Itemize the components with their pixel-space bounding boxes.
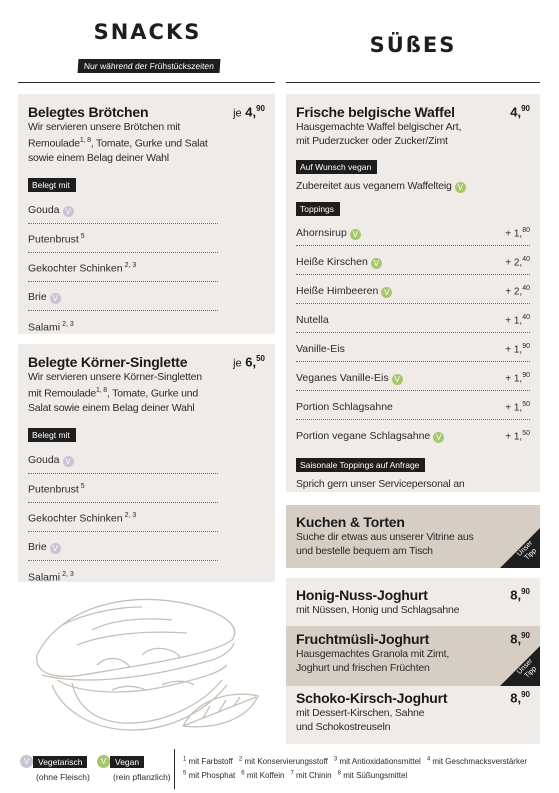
toppings-tag: Toppings — [296, 202, 340, 216]
topping-label: Ahornsirup V — [296, 227, 361, 240]
vegetarian-icon: V — [50, 543, 61, 554]
kuchen-title: Kuchen & Torten — [296, 514, 405, 530]
fruchtmuesli-title: Fruchtmüsli-Joghurt — [296, 631, 430, 647]
singlette-panel — [18, 344, 275, 582]
singlette-filling-item — [28, 532, 218, 561]
kuchen-description: Suche dir etwas aus unserer Vitrine aus und bestelle bequem am Tisch — [296, 531, 474, 557]
schoko-title: Schoko-Kirsch-Joghurt — [296, 690, 448, 706]
snacks-heading: SNACKS — [93, 20, 202, 44]
topping-item — [296, 333, 530, 362]
seasonal-tag: Saisonale Toppings auf Anfrage — [296, 458, 425, 472]
legend-divider — [174, 749, 175, 789]
topping-label: Portion vegane Schlagsahne V — [296, 430, 444, 443]
singlette-tag: Belegt mit — [28, 428, 76, 442]
topping-price: + 1,50 — [505, 400, 530, 414]
topping-label: Heiße Himbeeren V — [296, 285, 392, 298]
singlette-list — [28, 445, 218, 590]
allergen-superscript: 5 — [80, 233, 85, 241]
footnote-item: $^3$ mit Antioxidationsmittel — [333, 756, 421, 766]
vegetarian-icon: V — [63, 206, 74, 217]
broetchen-filling-item — [28, 253, 218, 282]
kuchen-panel — [286, 505, 540, 568]
fruchtmuesli-description: Hausgemachtes Granola mit Zimt, Joghurt und frischen Früchten — [296, 648, 450, 674]
filling-label: Putenbrust $^5$ — [28, 233, 85, 246]
honig-description: mit Nüssen, Honig und Schlagsahne — [296, 604, 460, 616]
waffel-price: 4,90 — [510, 104, 530, 120]
vegetarian-icon: V — [50, 293, 61, 304]
footnote-item: $^2$ mit Konservierungsstoff — [238, 756, 328, 766]
vegan-icon: V — [371, 258, 382, 269]
vegan-sub: (rein pflanzlich) — [113, 772, 171, 782]
footnote-item: $^6$ mit Koffein — [241, 770, 285, 781]
topping-item — [296, 246, 530, 275]
topping-price: + 1,80 — [505, 226, 530, 240]
topping-label: Nutella — [296, 314, 329, 326]
vegan-icon: V — [97, 755, 110, 768]
footnote-item: $^4$ mit Geschmacksverstärker — [426, 756, 528, 766]
honig-price: 8,90 — [510, 587, 530, 603]
tip-corner-label: Unser Tipp — [516, 657, 539, 680]
filling-label: Gekochter Schinken $^{2, 3}$ — [28, 262, 137, 275]
snacks-subtag-wrap — [74, 56, 224, 74]
footnotes-line-2 — [183, 768, 553, 783]
topping-item — [296, 362, 530, 391]
broetchen-panel — [18, 94, 275, 334]
waffel-panel — [286, 94, 540, 492]
singlette-filling-item — [28, 445, 218, 474]
singlette-price: je 6,50 — [233, 354, 265, 370]
snacks-divider — [18, 82, 275, 83]
vegan-icon: V — [455, 182, 466, 193]
footnote-item: $^1$ mit Farbstoff — [183, 756, 233, 766]
topping-item — [296, 217, 530, 246]
filling-label: Salami $^{2, 3}$ — [28, 570, 74, 584]
footnotes-line-1 — [183, 753, 553, 768]
allergen-superscript: 2, 3 — [124, 262, 137, 270]
broetchen-list — [28, 195, 218, 340]
singlette-description: Wir servieren unsere Körner-Singletten mit Remoulade$^{1, 8}$, Tomate, Gurke und Salat sowie einem Belag deiner Wahl — [28, 371, 202, 414]
allergen-superscript: 2, 3 — [124, 512, 137, 520]
vegetarian-sub: (ohne Fleisch) — [36, 772, 90, 782]
schoko-panel — [286, 686, 540, 744]
fruchtmuesli-price: 8,90 — [510, 631, 530, 647]
footnote-item: $^8$ mit Süßungsmittel — [337, 770, 408, 781]
allergen-superscript: 2, 3 — [62, 570, 74, 578]
honig-panel — [286, 578, 540, 626]
broetchen-price: je 4,90 — [233, 104, 265, 120]
suesses-divider — [286, 82, 540, 83]
singlette-filling-item — [28, 474, 218, 503]
broetchen-title: Belegtes Brötchen — [28, 104, 149, 120]
schoko-price: 8,90 — [510, 690, 530, 706]
filling-label: Gekochter Schinken $^{2, 3}$ — [28, 512, 137, 525]
legend-vegetarian — [20, 751, 90, 782]
honig-title: Honig-Nuss-Joghurt — [296, 587, 428, 603]
filling-label: Putenbrust $^5$ — [28, 483, 85, 496]
vegan-label: Vegan — [110, 756, 144, 768]
vegan-icon: V — [350, 229, 361, 240]
topping-label: Heiße Kirschen V — [296, 256, 382, 269]
broetchen-filling-item — [28, 282, 218, 311]
singlette-title: Belegte Körner-Singlette — [28, 354, 188, 370]
waffel-title: Frische belgische Waffel — [296, 104, 455, 120]
tip-corner-label: Unser Tipp — [516, 539, 539, 562]
vegetarian-label: Vegetarisch — [33, 756, 87, 768]
filling-label: Brie V — [28, 541, 61, 554]
vegan-icon: V — [381, 287, 392, 298]
topping-label: Veganes Vanille-Eis V — [296, 372, 403, 385]
topping-item — [296, 420, 530, 449]
leaf-illustration — [178, 688, 263, 733]
singlette-filling-item — [28, 503, 218, 532]
footnote-item: $^7$ mit Chinin — [290, 770, 332, 781]
vegan-icon: V — [433, 432, 444, 443]
broetchen-filling-item — [28, 311, 218, 340]
topping-label: Portion Schlagsahne — [296, 401, 393, 413]
footnotes — [183, 753, 553, 782]
fruchtmuesli-panel — [286, 626, 540, 686]
filling-label: Gouda V — [28, 204, 74, 217]
vegetarian-icon: V — [63, 456, 74, 467]
suesses-heading: SÜßES — [369, 33, 457, 57]
vegetarian-icon: V — [20, 755, 33, 768]
filling-label: Brie V — [28, 291, 61, 304]
allergen-superscript: 2, 3 — [62, 320, 74, 328]
broetchen-filling-item — [28, 224, 218, 253]
topping-item — [296, 275, 530, 304]
broetchen-filling-item — [28, 195, 218, 224]
schoko-description: mit Dessert-Kirschen, Sahne und Schokostreuseln — [296, 707, 425, 733]
footnote-item: $^5$ mit Phosphat — [183, 770, 236, 781]
topping-item — [296, 304, 530, 333]
topping-price: + 1,90 — [505, 342, 530, 356]
filling-label: Salami $^{2, 3}$ — [28, 320, 74, 334]
seasonal-text: Sprich gern unser Servicepersonal an — [296, 478, 465, 490]
broetchen-description: Wir servieren unsere Brötchen mit Remoulade$^{1, 8}$, Tomate, Gurke und Salat sowie einem Belag deiner Wahl — [28, 121, 208, 164]
waffel-description: Hausgemachte Waffel belgischer Art, mit Puderzucker oder Zucker/Zimt — [296, 121, 462, 147]
waffel-vegan-tag: Auf Wunsch vegan — [296, 160, 377, 174]
topping-price: + 2,40 — [505, 284, 530, 298]
topping-price: + 1,50 — [505, 430, 530, 443]
topping-item — [296, 391, 530, 420]
filling-label: Gouda V — [28, 454, 74, 467]
waffel-vegan-text: Zubereitet aus veganem Waffelteig V — [296, 179, 530, 193]
topping-label: Vanille-Eis — [296, 343, 345, 355]
topping-price: + 2,40 — [505, 255, 530, 269]
allergen-superscript: 5 — [80, 483, 85, 491]
snacks-subtag: Nur während der Frühstückszeiten — [78, 59, 221, 73]
broetchen-tag: Belegt mit — [28, 178, 76, 192]
topping-price: + 1,40 — [505, 313, 530, 327]
legend-vegan — [97, 751, 171, 782]
toppings-list — [296, 217, 530, 449]
topping-price: + 1,90 — [505, 371, 530, 385]
vegan-icon: V — [392, 374, 403, 385]
